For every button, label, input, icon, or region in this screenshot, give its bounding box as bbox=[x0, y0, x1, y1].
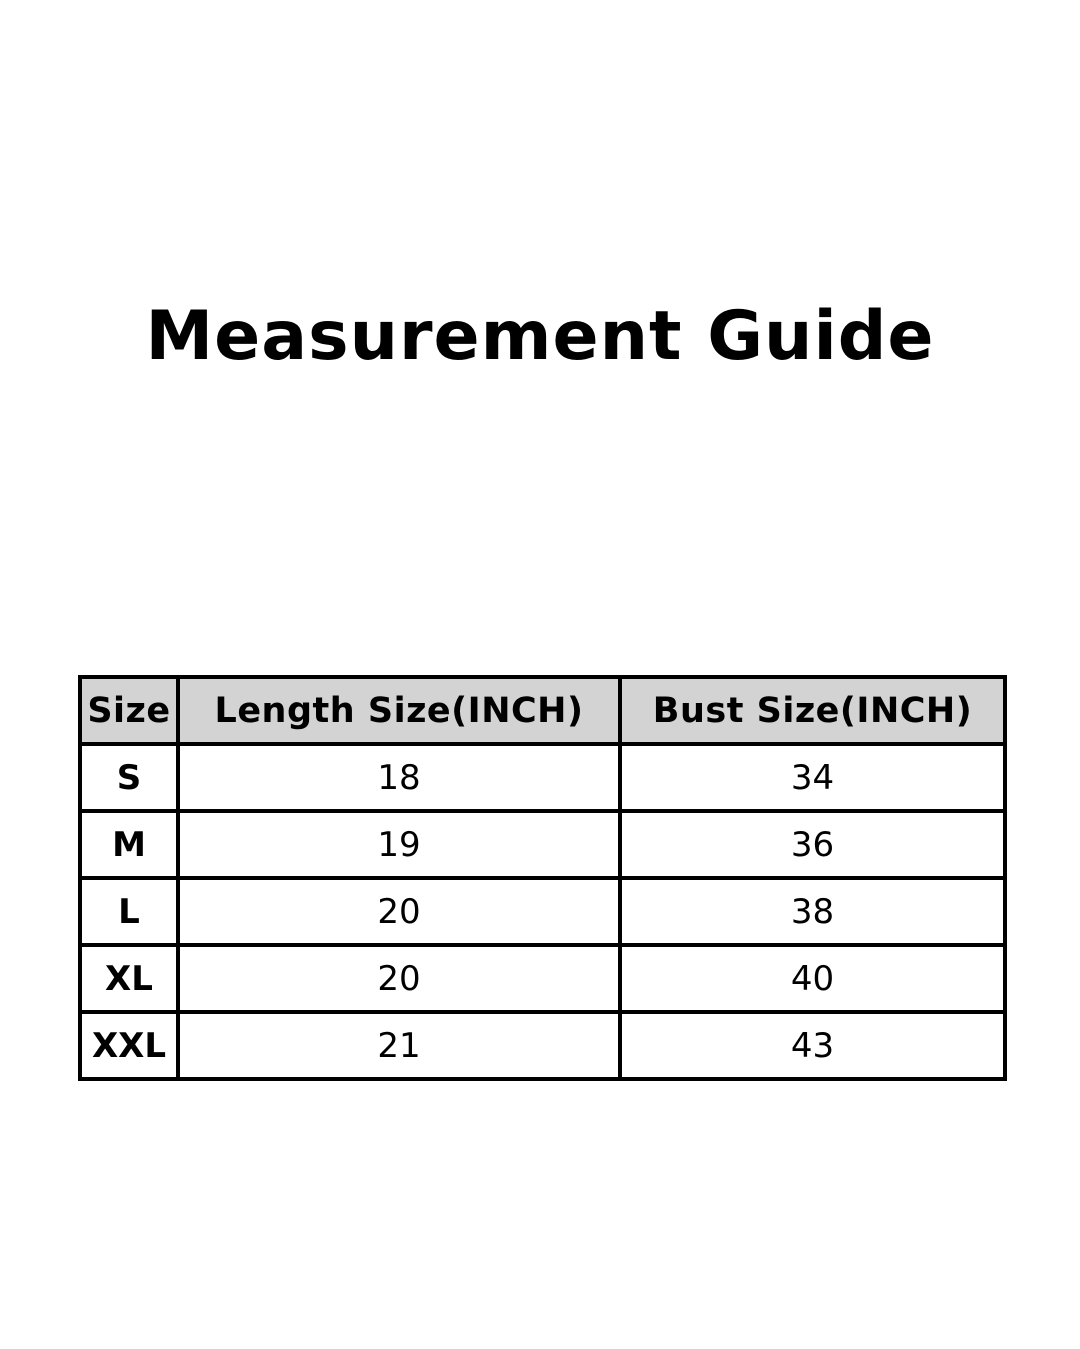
table-row bbox=[80, 1012, 1005, 1079]
table-row bbox=[80, 878, 1005, 945]
bust-cell: 40 bbox=[620, 945, 1005, 1012]
table-row bbox=[80, 744, 1005, 811]
header-length: Length Size(INCH) bbox=[178, 677, 620, 744]
bust-cell: 38 bbox=[620, 878, 1005, 945]
length-cell: 21 bbox=[178, 1012, 620, 1079]
bust-cell: 34 bbox=[620, 744, 1005, 811]
size-cell: XL bbox=[80, 945, 178, 1012]
bust-cell: 43 bbox=[620, 1012, 1005, 1079]
header-size: Size bbox=[80, 677, 178, 744]
table-row bbox=[80, 811, 1005, 878]
length-cell: 19 bbox=[178, 811, 620, 878]
table-header-row bbox=[80, 677, 1005, 744]
size-cell: M bbox=[80, 811, 178, 878]
length-cell: 20 bbox=[178, 878, 620, 945]
size-cell: L bbox=[80, 878, 178, 945]
bust-cell: 36 bbox=[620, 811, 1005, 878]
length-cell: 20 bbox=[178, 945, 620, 1012]
header-bust: Bust Size(INCH) bbox=[620, 677, 1005, 744]
size-cell: S bbox=[80, 744, 178, 811]
table-row bbox=[80, 945, 1005, 1012]
page-title: Measurement Guide bbox=[145, 297, 935, 376]
measurement-table bbox=[78, 675, 1007, 1081]
length-cell: 18 bbox=[178, 744, 620, 811]
size-cell: XXL bbox=[80, 1012, 178, 1079]
